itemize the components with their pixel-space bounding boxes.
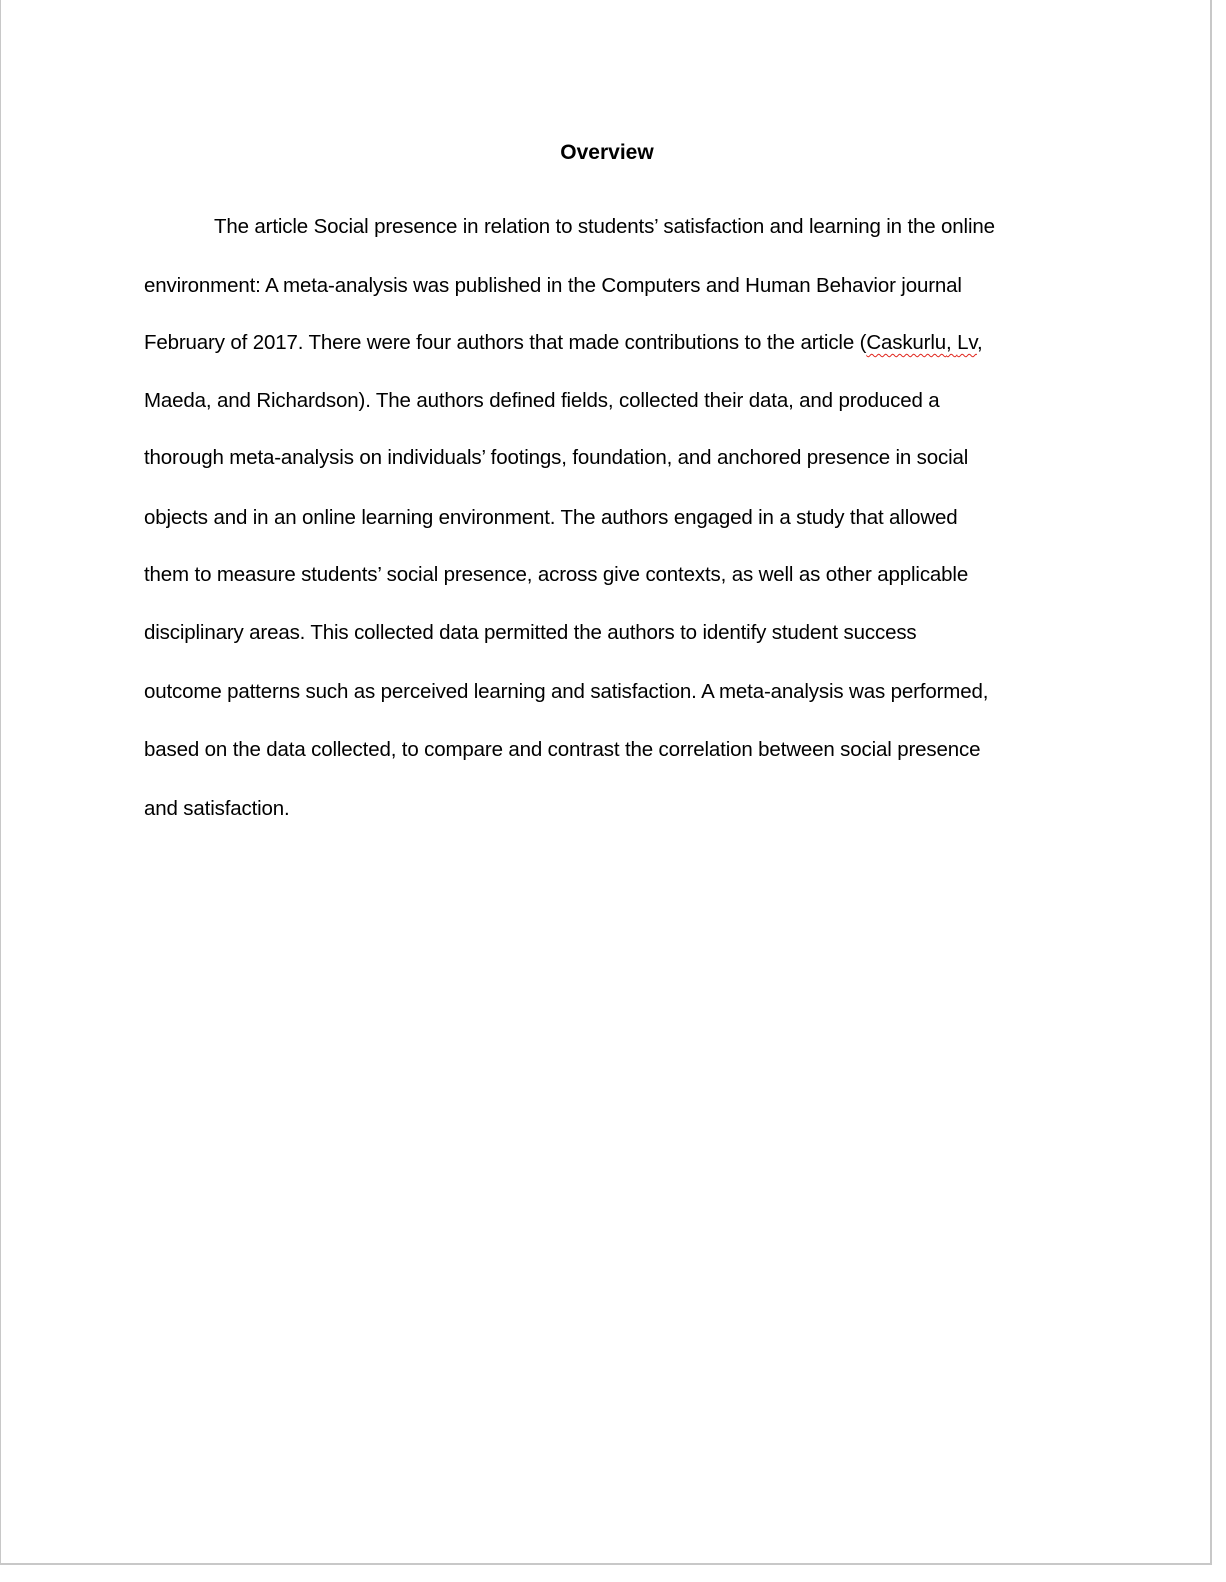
paragraph-line: disciplinary areas. This collected data permitted the authors to identify student success — [144, 621, 917, 644]
paragraph-line: outcome patterns such as perceived learning and satisfaction. A meta-analysis was performed, — [144, 680, 989, 703]
line-text: February of 2017. There were four authors that made contributions to the article ( — [144, 331, 867, 354]
paragraph-line: thorough meta-analysis on individuals’ footings, foundation, and anchored presence in social — [144, 446, 969, 469]
paragraph-line: environment: A meta-analysis was published in the Computers and Human Behavior journal — [144, 274, 962, 297]
line-text: , — [976, 331, 983, 354]
section-heading: Overview — [560, 141, 654, 164]
line-text: , — [946, 331, 958, 354]
misspelled-word[interactable]: Caskurlu — [866, 331, 947, 354]
paragraph-line: objects and in an online learning environment. The authors engaged in a study that allowed — [144, 506, 958, 529]
paragraph-line: The article Social presence in relation to students’ satisfaction and learning in the online — [214, 215, 995, 238]
paragraph-line — [144, 328, 983, 358]
paragraph-line: based on the data collected, to compare and contrast the correlation between social presence — [144, 738, 981, 761]
paragraph-line: them to measure students’ social presence, across give contexts, as well as other applicable — [144, 563, 969, 586]
paragraph-line: Maeda, and Richardson). The authors defined fields, collected their data, and produced a — [144, 389, 940, 412]
paragraph-line: and satisfaction. — [144, 797, 290, 820]
misspelled-word[interactable]: Lv — [957, 331, 977, 354]
